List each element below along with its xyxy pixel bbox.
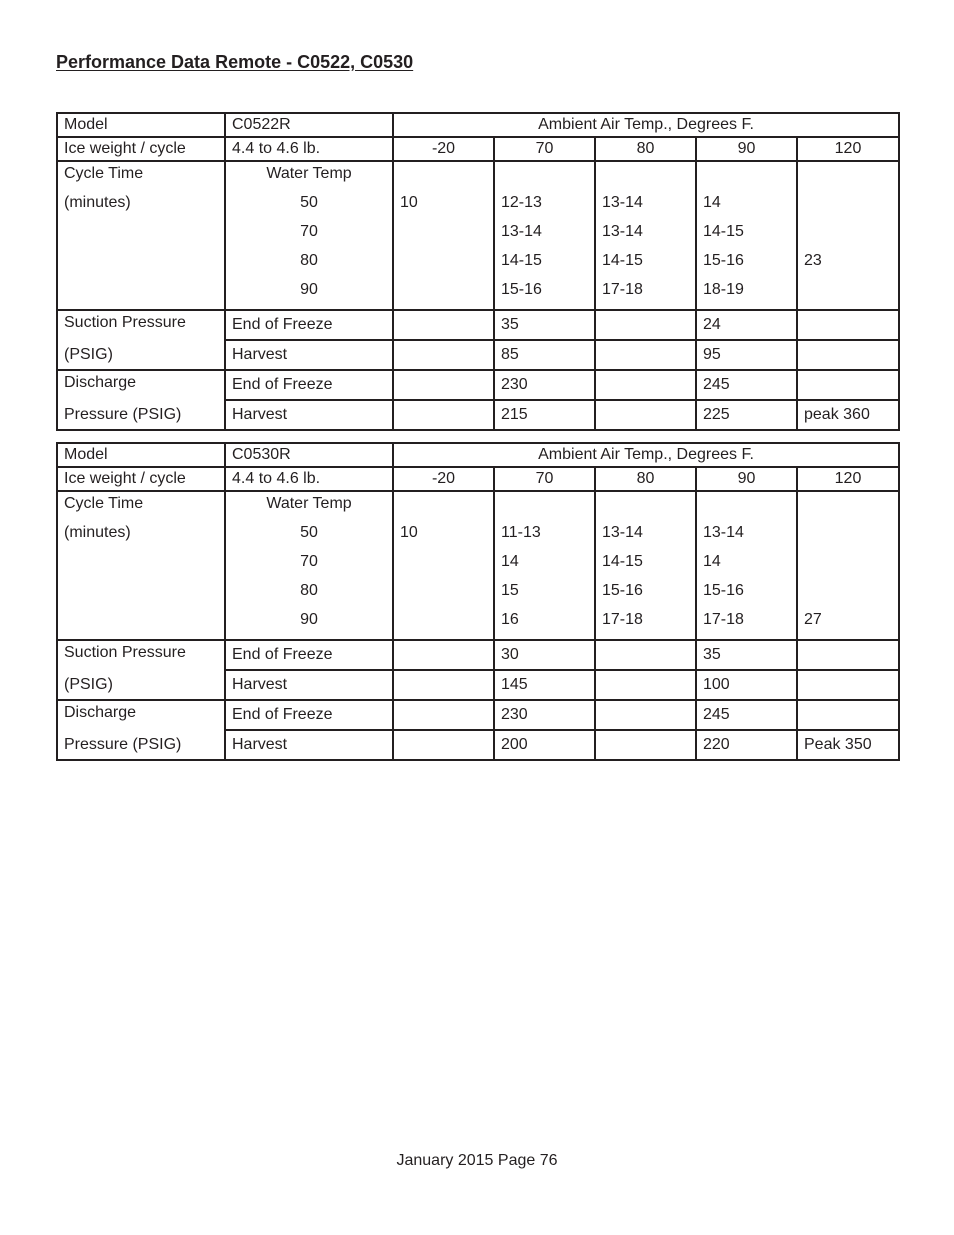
suction-harvest-value: 85 bbox=[494, 340, 595, 370]
suction-harvest-value bbox=[393, 340, 494, 370]
ice-weight-label: Ice weight / cycle bbox=[57, 467, 225, 491]
water-temp-cell bbox=[225, 161, 393, 310]
water-temp-value: 90 bbox=[300, 281, 318, 298]
ice-weight-value: 4.4 to 4.6 lb. bbox=[225, 137, 393, 161]
suction-harvest-value: 95 bbox=[696, 340, 797, 370]
cycle-time-value: 23 bbox=[804, 252, 822, 269]
discharge-harvest-value: 220 bbox=[696, 730, 797, 760]
ambient-temp-header: 120 bbox=[797, 137, 899, 161]
ambient-temp-header: 120 bbox=[797, 467, 899, 491]
model-value: C0530R bbox=[225, 443, 393, 467]
water-temp-label: Water Temp bbox=[266, 165, 352, 182]
cycle-time-value: 17-18 bbox=[703, 611, 744, 628]
cycle-spacer bbox=[602, 494, 689, 523]
cycle-time-value: 15 bbox=[501, 582, 519, 599]
cycle-spacer bbox=[804, 494, 892, 523]
discharge-end-of-freeze-value bbox=[595, 370, 696, 400]
cycle-time-value: 15-16 bbox=[703, 252, 744, 269]
cycle-time-value: 11-13 bbox=[501, 524, 541, 541]
cycle-time-value: 14-15 bbox=[602, 553, 643, 570]
water-temp-value: 90 bbox=[300, 611, 318, 628]
suction-end-of-freeze-value bbox=[393, 310, 494, 340]
cycle-time-value: 17-18 bbox=[602, 281, 643, 298]
cycle-time-value bbox=[804, 581, 892, 610]
cycle-time-value: 14 bbox=[703, 553, 721, 570]
cycle-time-value: 13-14 bbox=[703, 524, 744, 541]
cycle-spacer bbox=[400, 164, 487, 193]
end-of-freeze-label: End of Freeze bbox=[225, 370, 393, 400]
ambient-temp-header: 70 bbox=[494, 467, 595, 491]
discharge-end-of-freeze-value: 230 bbox=[494, 700, 595, 730]
cycle-spacer bbox=[602, 164, 689, 193]
cycle-spacer bbox=[400, 494, 487, 523]
ambient-temp-header: -20 bbox=[393, 467, 494, 491]
cycle-time-cell bbox=[494, 161, 595, 310]
cycle-time-label-line: Cycle Time bbox=[64, 165, 144, 182]
cycle-time-value: 13-14 bbox=[602, 194, 643, 211]
cycle-spacer bbox=[703, 164, 790, 193]
cycle-time-value: 15-16 bbox=[703, 582, 744, 599]
harvest-label: Harvest bbox=[225, 400, 393, 430]
discharge-harvest-value bbox=[595, 730, 696, 760]
cycle-time-value bbox=[400, 280, 487, 309]
cycle-time-value: 16 bbox=[501, 611, 519, 628]
discharge-harvest-value: 200 bbox=[494, 730, 595, 760]
discharge-harvest-value bbox=[393, 730, 494, 760]
cycle-time-value: 10 bbox=[400, 194, 418, 211]
cycle-time-value: 13-14 bbox=[602, 223, 643, 240]
cycle-time-value bbox=[400, 610, 487, 639]
harvest-label: Harvest bbox=[225, 670, 393, 700]
water-temp-cell bbox=[225, 491, 393, 640]
cycle-time-cell bbox=[393, 161, 494, 310]
cycle-time-value: 27 bbox=[804, 611, 822, 628]
water-temp-value: 50 bbox=[300, 524, 318, 541]
water-temp-value: 70 bbox=[300, 553, 318, 570]
discharge-label-line: Discharge bbox=[64, 374, 137, 391]
harvest-label: Harvest bbox=[225, 730, 393, 760]
discharge-harvest-value bbox=[595, 400, 696, 430]
cycle-time-value: 14-15 bbox=[501, 252, 542, 269]
cycle-time-value: 14-15 bbox=[602, 252, 643, 269]
cycle-time-value bbox=[804, 222, 892, 251]
discharge-end-of-freeze-value bbox=[797, 370, 899, 400]
discharge-harvest-value: peak 360 bbox=[797, 400, 899, 430]
suction-harvest-value: 145 bbox=[494, 670, 595, 700]
discharge-pressure-label bbox=[57, 700, 225, 760]
discharge-label-line: Pressure (PSIG) bbox=[64, 406, 182, 423]
water-temp-value: 70 bbox=[300, 223, 318, 240]
suction-harvest-value bbox=[595, 340, 696, 370]
end-of-freeze-label: End of Freeze bbox=[225, 310, 393, 340]
cycle-time-value: 18-19 bbox=[703, 281, 744, 298]
cycle-time-value bbox=[804, 552, 892, 581]
cycle-time-value: 14 bbox=[703, 194, 721, 211]
cycle-time-value: 17-18 bbox=[602, 611, 643, 628]
cycle-time-value: 12-13 bbox=[501, 194, 542, 211]
water-temp-value: 80 bbox=[300, 252, 318, 269]
ambient-header: Ambient Air Temp., Degrees F. bbox=[393, 443, 899, 467]
ambient-temp-header: 90 bbox=[696, 467, 797, 491]
cycle-time-cell bbox=[797, 161, 899, 310]
suction-harvest-value bbox=[393, 670, 494, 700]
discharge-end-of-freeze-value: 245 bbox=[696, 700, 797, 730]
cycle-time-label bbox=[57, 491, 225, 640]
suction-end-of-freeze-value: 30 bbox=[494, 640, 595, 670]
suction-pressure-label bbox=[57, 640, 225, 700]
model-value: C0522R bbox=[225, 113, 393, 137]
suction-label-line: Suction Pressure bbox=[64, 644, 186, 661]
cycle-time-value bbox=[400, 552, 487, 581]
suction-harvest-value bbox=[595, 670, 696, 700]
cycle-time-cell bbox=[696, 161, 797, 310]
cycle-time-value bbox=[400, 251, 487, 280]
discharge-end-of-freeze-value bbox=[393, 370, 494, 400]
discharge-harvest-value bbox=[393, 400, 494, 430]
suction-label-line: Suction Pressure bbox=[64, 314, 186, 331]
discharge-pressure-label bbox=[57, 370, 225, 430]
page-footer: January 2015 Page 76 bbox=[396, 1152, 558, 1169]
ambient-temp-header: 70 bbox=[494, 137, 595, 161]
discharge-harvest-value: 215 bbox=[494, 400, 595, 430]
discharge-label-line: Discharge bbox=[64, 704, 137, 721]
suction-harvest-value bbox=[797, 340, 899, 370]
cycle-time-cell bbox=[797, 491, 899, 640]
suction-end-of-freeze-value: 24 bbox=[696, 310, 797, 340]
ambient-temp-header: 80 bbox=[595, 137, 696, 161]
cycle-time-label-line: (minutes) bbox=[64, 194, 131, 211]
cycle-time-cell bbox=[494, 491, 595, 640]
ambient-temp-header: -20 bbox=[393, 137, 494, 161]
cycle-time-value bbox=[804, 193, 892, 222]
end-of-freeze-label: End of Freeze bbox=[225, 700, 393, 730]
cycle-time-value: 15-16 bbox=[501, 281, 542, 298]
cycle-spacer bbox=[703, 494, 790, 523]
discharge-end-of-freeze-value: 245 bbox=[696, 370, 797, 400]
suction-end-of-freeze-value bbox=[797, 640, 899, 670]
cycle-time-value: 13-14 bbox=[602, 524, 643, 541]
suction-end-of-freeze-value: 35 bbox=[494, 310, 595, 340]
discharge-end-of-freeze-value bbox=[797, 700, 899, 730]
water-temp-label: Water Temp bbox=[266, 495, 352, 512]
suction-harvest-value: 100 bbox=[696, 670, 797, 700]
ambient-header: Ambient Air Temp., Degrees F. bbox=[393, 113, 899, 137]
suction-label-line: (PSIG) bbox=[64, 676, 113, 693]
page-title: Performance Data Remote - C0522, C0530 bbox=[56, 52, 414, 72]
water-temp-value: 80 bbox=[300, 582, 318, 599]
ambient-temp-header: 90 bbox=[696, 137, 797, 161]
cycle-time-cell bbox=[696, 491, 797, 640]
suction-end-of-freeze-value bbox=[393, 640, 494, 670]
model-label: Model bbox=[57, 113, 225, 137]
suction-end-of-freeze-value bbox=[797, 310, 899, 340]
ambient-temp-header: 80 bbox=[595, 467, 696, 491]
suction-end-of-freeze-value bbox=[595, 310, 696, 340]
discharge-end-of-freeze-value bbox=[595, 700, 696, 730]
suction-end-of-freeze-value: 35 bbox=[696, 640, 797, 670]
discharge-harvest-value: Peak 350 bbox=[797, 730, 899, 760]
cycle-spacer bbox=[501, 164, 588, 193]
ice-weight-label: Ice weight / cycle bbox=[57, 137, 225, 161]
cycle-time-label bbox=[57, 161, 225, 310]
cycle-time-value: 13-14 bbox=[501, 223, 542, 240]
cycle-time-value: 14-15 bbox=[703, 223, 744, 240]
suction-end-of-freeze-value bbox=[595, 640, 696, 670]
cycle-time-cell bbox=[595, 161, 696, 310]
discharge-end-of-freeze-value: 230 bbox=[494, 370, 595, 400]
discharge-label-line: Pressure (PSIG) bbox=[64, 736, 182, 753]
performance-table-c0522r bbox=[56, 112, 900, 431]
cycle-time-value bbox=[400, 222, 487, 251]
cycle-time-cell bbox=[595, 491, 696, 640]
cycle-time-value bbox=[804, 523, 892, 552]
suction-harvest-value bbox=[797, 670, 899, 700]
end-of-freeze-label: End of Freeze bbox=[225, 640, 393, 670]
suction-pressure-label bbox=[57, 310, 225, 370]
harvest-label: Harvest bbox=[225, 340, 393, 370]
cycle-time-label-line: (minutes) bbox=[64, 524, 131, 541]
cycle-time-cell bbox=[393, 491, 494, 640]
cycle-time-value: 14 bbox=[501, 553, 519, 570]
water-temp-value: 50 bbox=[300, 194, 318, 211]
cycle-time-value bbox=[804, 280, 892, 309]
model-label: Model bbox=[57, 443, 225, 467]
cycle-time-value: 10 bbox=[400, 524, 418, 541]
cycle-time-label-line: Cycle Time bbox=[64, 495, 144, 512]
ice-weight-value: 4.4 to 4.6 lb. bbox=[225, 467, 393, 491]
cycle-spacer bbox=[501, 494, 588, 523]
suction-label-line: (PSIG) bbox=[64, 346, 113, 363]
cycle-time-value bbox=[400, 581, 487, 610]
cycle-time-value: 15-16 bbox=[602, 582, 643, 599]
cycle-spacer bbox=[804, 164, 892, 193]
discharge-end-of-freeze-value bbox=[393, 700, 494, 730]
discharge-harvest-value: 225 bbox=[696, 400, 797, 430]
performance-table-c0530r bbox=[56, 442, 900, 761]
